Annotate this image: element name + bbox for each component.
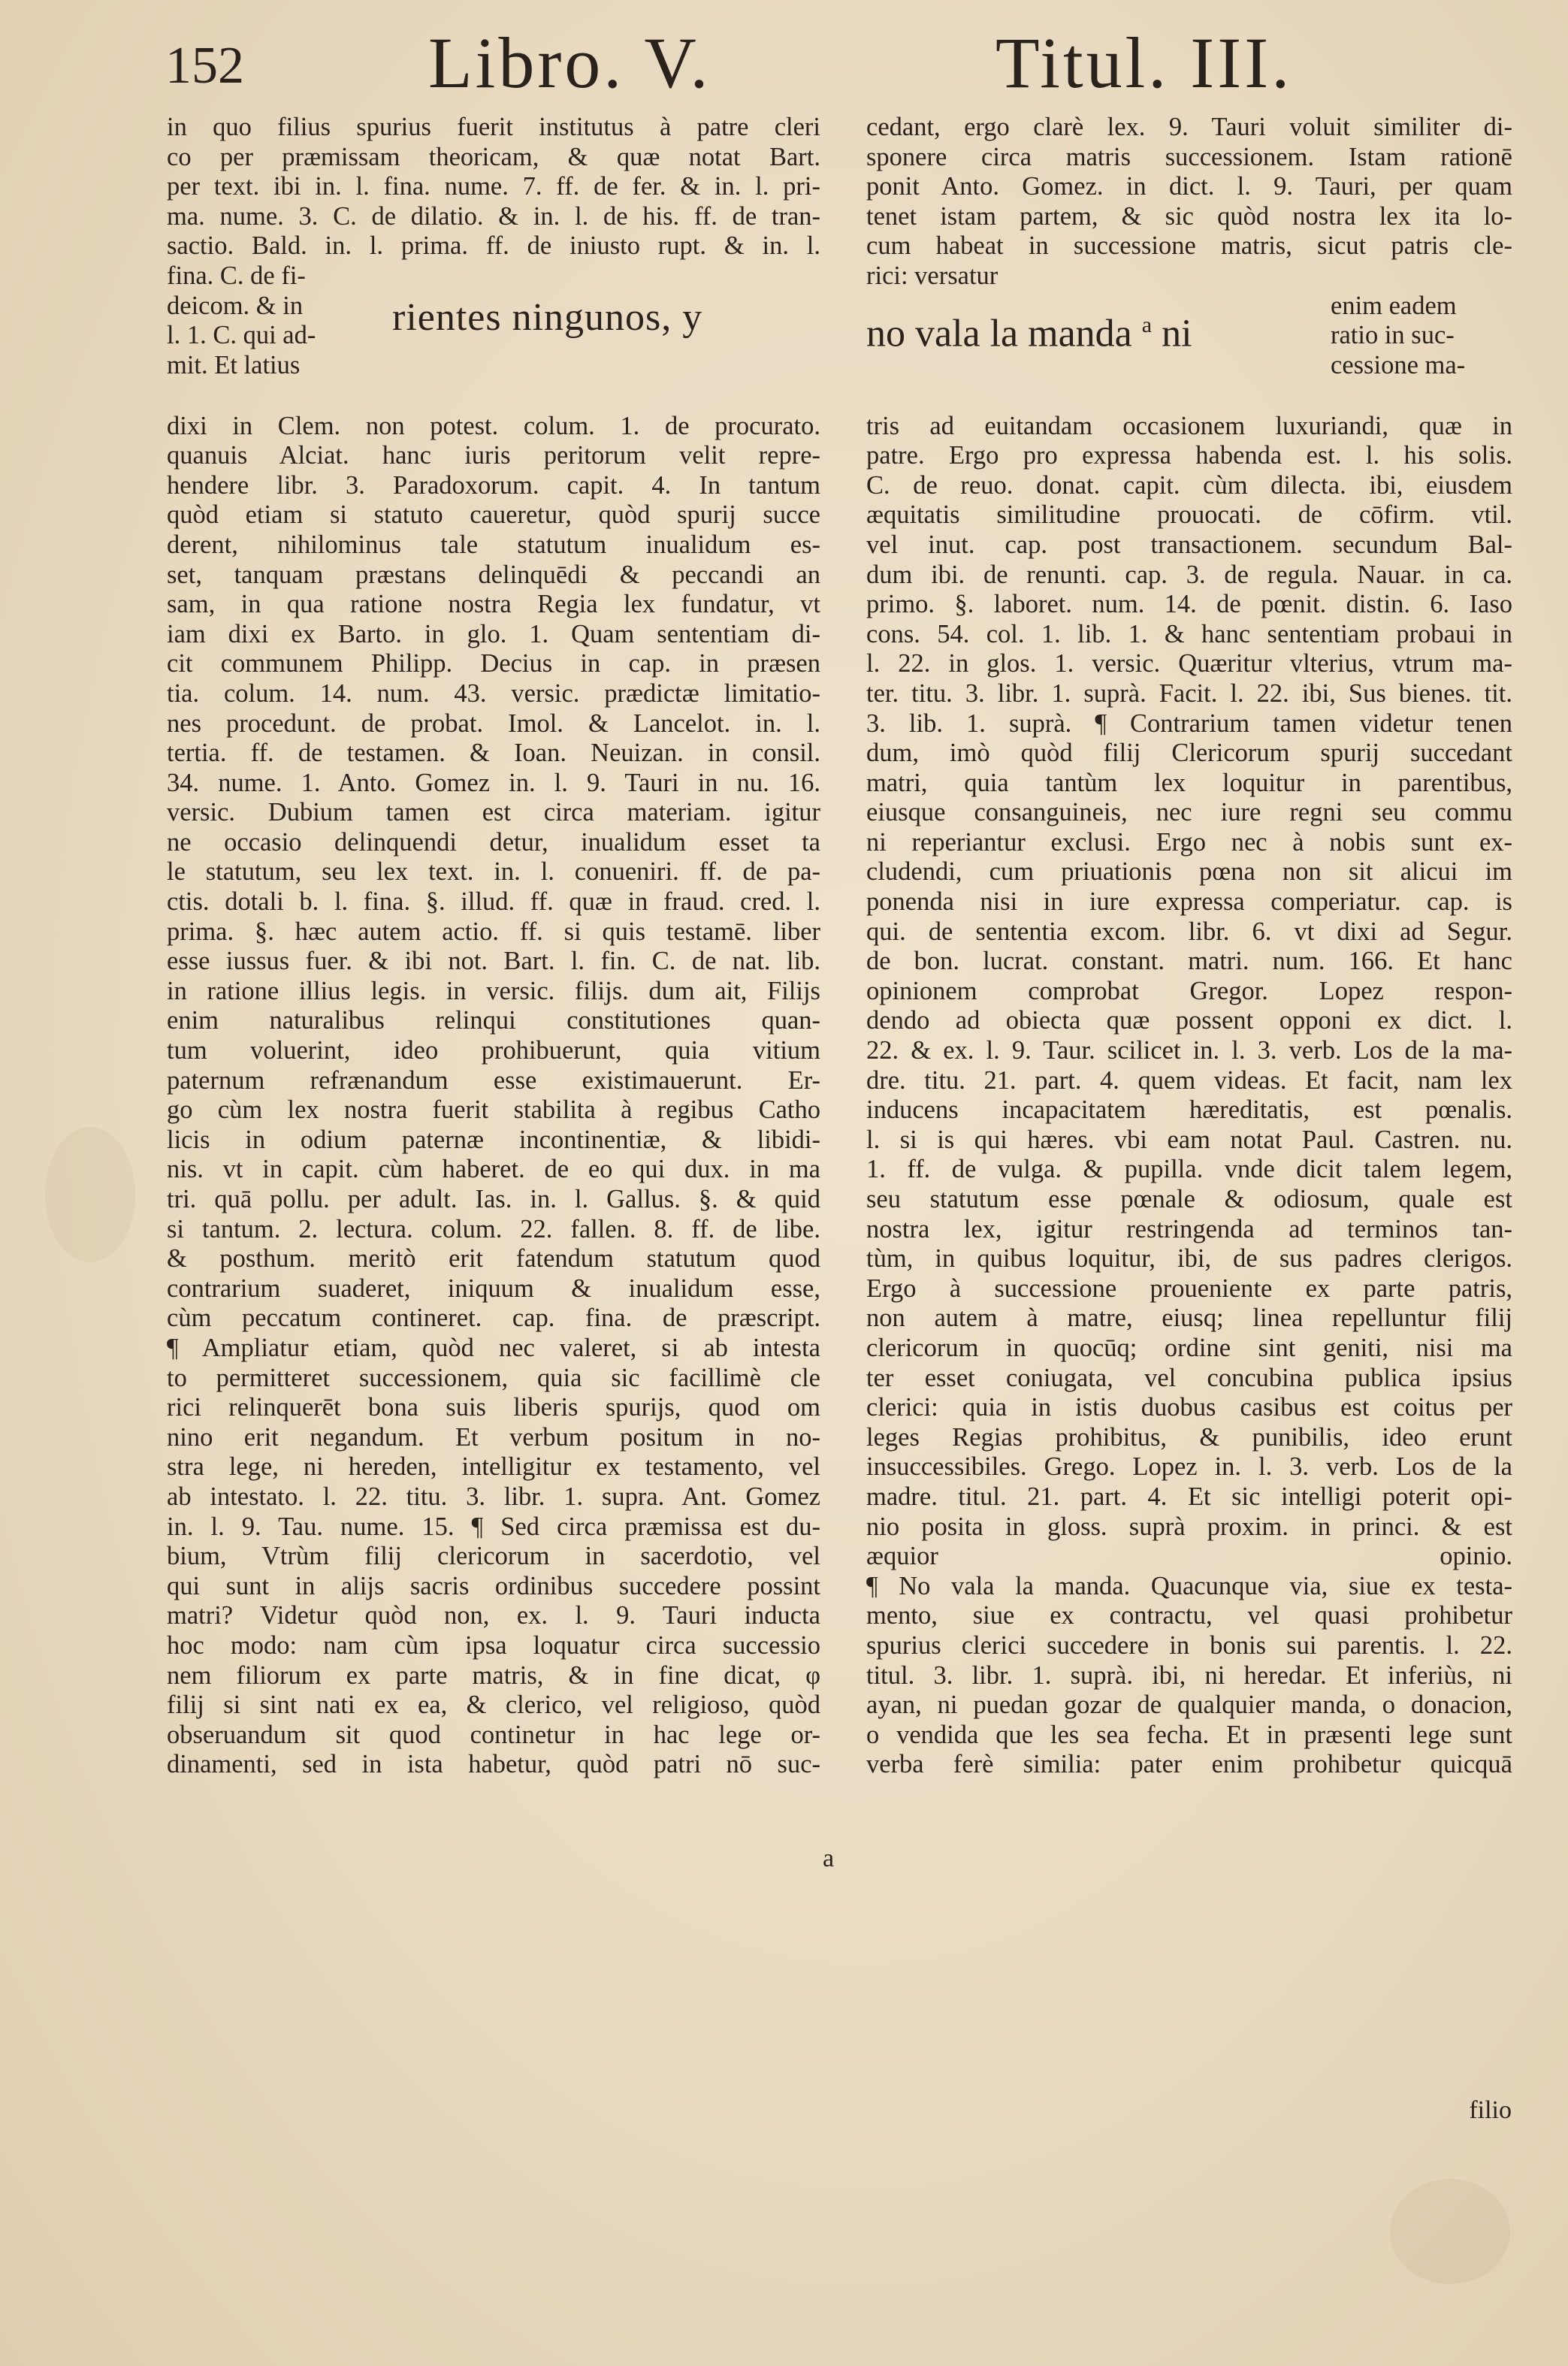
text-line: l. 22. in glos. 1. versic. Quæritur vlterius, vtrum ma-: [866, 649, 1512, 678]
text-line: enim eadem: [1331, 291, 1457, 320]
text-line: per text. ibi in. l. fina. nume. 7. ff. de fer. & in. l. pri-: [167, 172, 820, 201]
text-line: matri? Videtur quòd non, ex. l. 9. Tauri inducta: [167, 1601, 820, 1630]
text-line: nem filiorum ex parte matris, & in fine dicat, φ: [167, 1660, 820, 1690]
text-line: titul. 3. libr. 1. suprà. ibi, ni heredar. Et inferiùs, ni: [866, 1660, 1512, 1690]
text-line: cludendi, cum priuationis pœna non sit alicui im: [866, 857, 1512, 887]
page-header: [0, 15, 1568, 103]
text-line: qui sunt in alijs sacris ordinibus succedere possint: [167, 1571, 820, 1600]
right-gloss: [1331, 292, 1518, 381]
text-line: dre. titu. 21. part. 4. quem videas. Et facit, nam lex: [866, 1065, 1512, 1095]
text-line: in. l. 9. Tau. nume. 15. ¶ Sed circa præmissa est du-: [167, 1512, 820, 1541]
text-line: fina. C. de fi-: [167, 261, 306, 290]
text-line: cùm peccatum contineret. cap. fina. de præscript.: [167, 1304, 820, 1333]
text-line: o vendida que les sea fecha. Et in præsenti lege sunt: [866, 1720, 1512, 1749]
text-line: rici relinquerēt bona suis liberis spurijs, quod om: [167, 1393, 820, 1422]
text-line: cit communem Philipp. Decius in cap. in præsen: [167, 649, 820, 678]
text-line: obseruandum sit quod continetur in hac lege or-: [167, 1720, 820, 1749]
left-column: [167, 113, 820, 1780]
running-head: Libro. V.: [428, 23, 711, 103]
text-line: l. si is qui hæres. vbi eam notat Paul. Castren. nu.: [866, 1125, 1512, 1154]
text-line: sponere circa matris successionem. Istam rationē: [866, 142, 1512, 171]
left-gloss-block: [167, 292, 820, 412]
text-line: esse iussus fuer. & ibi not. Bart. l. fin. C. de nat. lib.: [167, 947, 820, 976]
text-line: ni reperiantur exclusi. Ergo nec à nobis sunt ex-: [866, 827, 1512, 857]
text-line: 22. & ex. l. 9. Taur. scilicet in. l. 3. verb. Los de la ma-: [866, 1036, 1512, 1065]
lemma-left: rientes ningunos, y: [392, 295, 703, 339]
text-line: ter esset coniugata, vel concubina publica ipsius: [866, 1363, 1512, 1392]
text-line: nino erit negandum. Et verbum positum in no-: [167, 1422, 820, 1452]
text-line: enim naturalibus relinqui constitutiones quan-: [167, 1006, 820, 1035]
text-line: tenet istam partem, & sic quòd nostra lex ita lo-: [866, 201, 1512, 231]
lemma-right-mark: a: [1141, 312, 1153, 337]
text-line: ponit Anto. Gomez. in dict. l. 9. Tauri, per quam: [866, 172, 1512, 201]
text-line: tris ad euitandam occasionem luxuriandi, quæ in: [866, 411, 1512, 440]
right-top-lines: [866, 113, 1512, 292]
lemma-right-tail: ni: [1162, 311, 1192, 355]
text-line: set, tanquam præstans delinquēdi & peccandi an: [167, 560, 820, 589]
text-line: tia. colum. 14. num. 43. versic. prædictæ limitatio-: [167, 678, 820, 708]
text-line: C. de reuo. donat. capit. cùm dilecta. ibi, eiusdem: [866, 470, 1512, 500]
catchword: filio: [1469, 2096, 1512, 2124]
text-line: clericorum in quocūq; ordine sint geniti, nisi ma: [866, 1333, 1512, 1362]
text-line: insuccessibiles. Grego. Lopez in. l. 3. verb. Los de la: [866, 1452, 1512, 1482]
text-line: versic. Dubium tamen est circa materiam. igitur: [167, 798, 820, 827]
text-line: tùm, in quibus loquitur, ibi, de sus padres clerigos.: [866, 1244, 1512, 1274]
text-line: tum voluerint, ideo prohibuerunt, quia vitium: [167, 1036, 820, 1065]
text-line: opinionem comprobat Gregor. Lopez respon-: [866, 976, 1512, 1005]
margin-mark: a: [823, 1845, 835, 1872]
text-line: æquior opinio.: [866, 1542, 1512, 1571]
text-line: verba ferè similia: pater enim prohibetur quicquā: [866, 1750, 1512, 1779]
text-line: Ergo à successione proueniente ex parte patris,: [866, 1274, 1512, 1303]
text-line: seu statutum esse pœnale & odiosum, quale est: [866, 1185, 1512, 1213]
text-line: si tantum. 2. lectura. colum. 22. fallen. 8. ff. de libe.: [167, 1214, 820, 1243]
text-line: to permitteret successionem, quia sic facillimè cle: [167, 1363, 820, 1392]
text-line: æquitatis similitudine prouocati. de cōfirm. vtil.: [866, 500, 1512, 530]
text-line: go cùm lex nostra fuerit stabilita à regibus Catho: [167, 1095, 820, 1125]
lemma-right: [866, 310, 1192, 355]
text-line: ter. titu. 3. libr. 1. suprà. Facit. l. 22. ibi, Sus bienes. tit.: [866, 678, 1512, 708]
text-line: ab intestato. l. 22. titu. 3. libr. 1. supra. Ant. Gomez: [167, 1482, 820, 1511]
text-line: ctis. dotali b. l. fina. §. illud. ff. quæ in fraud. cred. l.: [167, 887, 820, 917]
text-line: ma. nume. 3. C. de dilatio. & in. l. de his. ff. de tran-: [167, 201, 820, 231]
text-line: mit. Et latius: [167, 350, 301, 379]
text-line: non autem à matre, eiusq; linea repelluntur filij: [866, 1304, 1512, 1333]
text-line: cons. 54. col. 1. lib. 1. & hanc sententiam probaui in: [866, 619, 1512, 648]
text-line: inducens incapacitatem hæreditatis, est pœnalis.: [866, 1095, 1512, 1125]
text-line: co per præmissam theoricam, & quæ notat Bart.: [167, 142, 820, 171]
text-line: ayan, ni puedan gozar de qualquier manda, o donacion,: [866, 1691, 1512, 1720]
text-line: ¶ No vala la manda. Quacunque via, siue ex testa-: [866, 1571, 1512, 1600]
right-column: [866, 113, 1512, 1780]
text-line: ¶ Ampliatur etiam, quòd nec valeret, si ab intesta: [167, 1333, 820, 1362]
text-line: dinamenti, sed in ista habetur, quòd patri nō suc-: [167, 1750, 820, 1779]
text-line: dendo ad obiecta quæ possent opponi ex dict. l.: [866, 1006, 1512, 1035]
text-line: quanuis Alciat. hanc iuris peritorum velit repre-: [167, 441, 820, 470]
text-line: iam dixi ex Barto. in glo. 1. Quam sententiam di-: [167, 619, 820, 648]
text-line: tri. quā pollu. per adult. Ias. in. l. Gallus. §. & quid: [167, 1185, 820, 1213]
text-line: cedant, ergo clarè lex. 9. Tauri voluit similiter di-: [866, 113, 1512, 141]
text-line: patre. Ergo pro expressa habenda est. l. his solis.: [866, 441, 1512, 470]
text-line: nostra lex, igitur restringenda ad terminos tan-: [866, 1214, 1512, 1243]
text-line: stra lege, ni hereden, intelligitur ex testamento, vel: [167, 1452, 820, 1482]
text-line: 3. lib. 1. suprà. ¶ Contrarium tamen videtur tenen: [866, 709, 1512, 738]
text-line: licis in odium paternæ incontinentiæ, & libidi-: [167, 1125, 820, 1154]
text-line: contrarium suaderet, iniquum & inualidum esse,: [167, 1274, 820, 1303]
text-line: bium, Vtrùm filij clericorum in sacerdotio, vel: [167, 1542, 820, 1571]
text-line: prima. §. hæc autem actio. ff. si quis testamē. liber: [167, 917, 820, 946]
text-line: primo. §. laboret. num. 14. de pœnit. distin. 6. Iaso: [866, 590, 1512, 619]
text-line: 34. nume. 1. Anto. Gomez in. l. 9. Tauri in nu. 16.: [167, 768, 820, 797]
text-line: l. 1. C. qui ad-: [167, 321, 316, 350]
text-line: hoc modo: nam cùm ipsa loquatur circa successio: [167, 1630, 820, 1660]
text-line: paternum refrænandum esse existimauerunt. Er-: [167, 1065, 820, 1095]
text-line: de bon. lucrat. constant. matri. num. 166. Et hanc: [866, 947, 1512, 976]
text-line: hendere libr. 3. Paradoxorum. capit. 4. In tantum: [167, 470, 820, 500]
text-line: mento, siue ex contractu, vel quasi prohibetur: [866, 1601, 1512, 1630]
text-line: dum ibi. de renunti. cap. 3. de regula. Nauar. in ca.: [866, 560, 1512, 589]
text-line: madre. titul. 21. part. 4. Et sic intelligi poterit opi-: [866, 1482, 1512, 1511]
text-line: tertia. ff. de testamen. & Ioan. Neuizan. in consil.: [167, 739, 820, 768]
left-rest-lines: [167, 412, 820, 1780]
text-line: 1. ff. de vulga. & pupilla. vnde dicit talem legem,: [866, 1155, 1512, 1184]
text-line: dixi in Clem. non potest. colum. 1. de procurato.: [167, 411, 820, 440]
text-line: eiusque consanguineis, nec iure regni seu commu: [866, 798, 1512, 827]
left-gloss: [167, 292, 347, 381]
text-line: sam, in qua ratione nostra Regia lex fundatur, vt: [167, 590, 820, 619]
title-head: Titul. III.: [995, 23, 1293, 103]
text-line: vel inut. cap. post transactionem. secundum Bal-: [866, 530, 1512, 559]
text-line: leges Regias prohibitus, & punibilis, ideo erunt: [866, 1422, 1512, 1452]
text-line: cessione ma-: [1331, 350, 1466, 379]
text-line: le statutum, seu lex text. in. l. conueniri. ff. de pa-: [167, 857, 820, 887]
paper-stain: [1390, 2179, 1510, 2284]
text-line: rici: versatur: [866, 261, 999, 290]
text-line: cum habeat in successione matris, sicut patris cle-: [866, 231, 1512, 261]
text-line: ratio in suc-: [1331, 321, 1455, 350]
text-line: spurius clerici succedere in bonis sui parentis. l. 22.: [866, 1630, 1512, 1660]
right-gloss-block: [866, 292, 1512, 412]
text-line: ne occasio delinquendi detur, inualidum esset ta: [167, 827, 820, 857]
text-line: deicom. & in: [167, 291, 304, 320]
text-line: filij si sint nati ex ea, & clerico, vel religioso, quòd: [167, 1691, 820, 1720]
text-line: derent, nihilominus tale statutum inualidum es-: [167, 530, 820, 559]
text-line: & posthum. meritò erit fatendum statutum quod: [167, 1244, 820, 1274]
text-line: ponenda nisi in iure expressa comperiatur. cap. is: [866, 887, 1512, 917]
lemma-right-text: no vala la manda: [866, 311, 1132, 355]
text-line: nis. vt in capit. cùm haberet. de eo qui dux. in ma: [167, 1155, 820, 1184]
paper-stain: [45, 1127, 135, 1262]
text-line: qui. de sententia excom. libr. 6. vt dixi ad Segur.: [866, 917, 1512, 946]
text-line: matri, quia tantùm lex loquitur in parentibus,: [866, 768, 1512, 797]
folio-number: 152: [165, 37, 244, 95]
text-line: in ratione illius legis. in versic. filijs. dum ait, Filijs: [167, 976, 820, 1005]
right-rest-lines: [866, 412, 1512, 1780]
text-line: nio posita in gloss. suprà proxim. in princi. & est: [866, 1512, 1512, 1541]
text-line: nes procedunt. de probat. Imol. & Lancelot. in. l.: [167, 709, 820, 738]
text-line: dum, imò quòd filij Clericorum spurij succedant: [866, 739, 1512, 768]
text-line: clerici: quia in istis duobus casibus est coitus per: [866, 1393, 1512, 1422]
text-line: sactio. Bald. in. l. prima. ff. de iniusto rupt. & in. l.: [167, 231, 820, 261]
left-top-lines: [167, 113, 820, 292]
text-line: in quo filius spurius fuerit institutus à patre cleri: [167, 113, 820, 141]
text-line: quòd etiam si statuto caueretur, quòd spurij succe: [167, 500, 820, 530]
